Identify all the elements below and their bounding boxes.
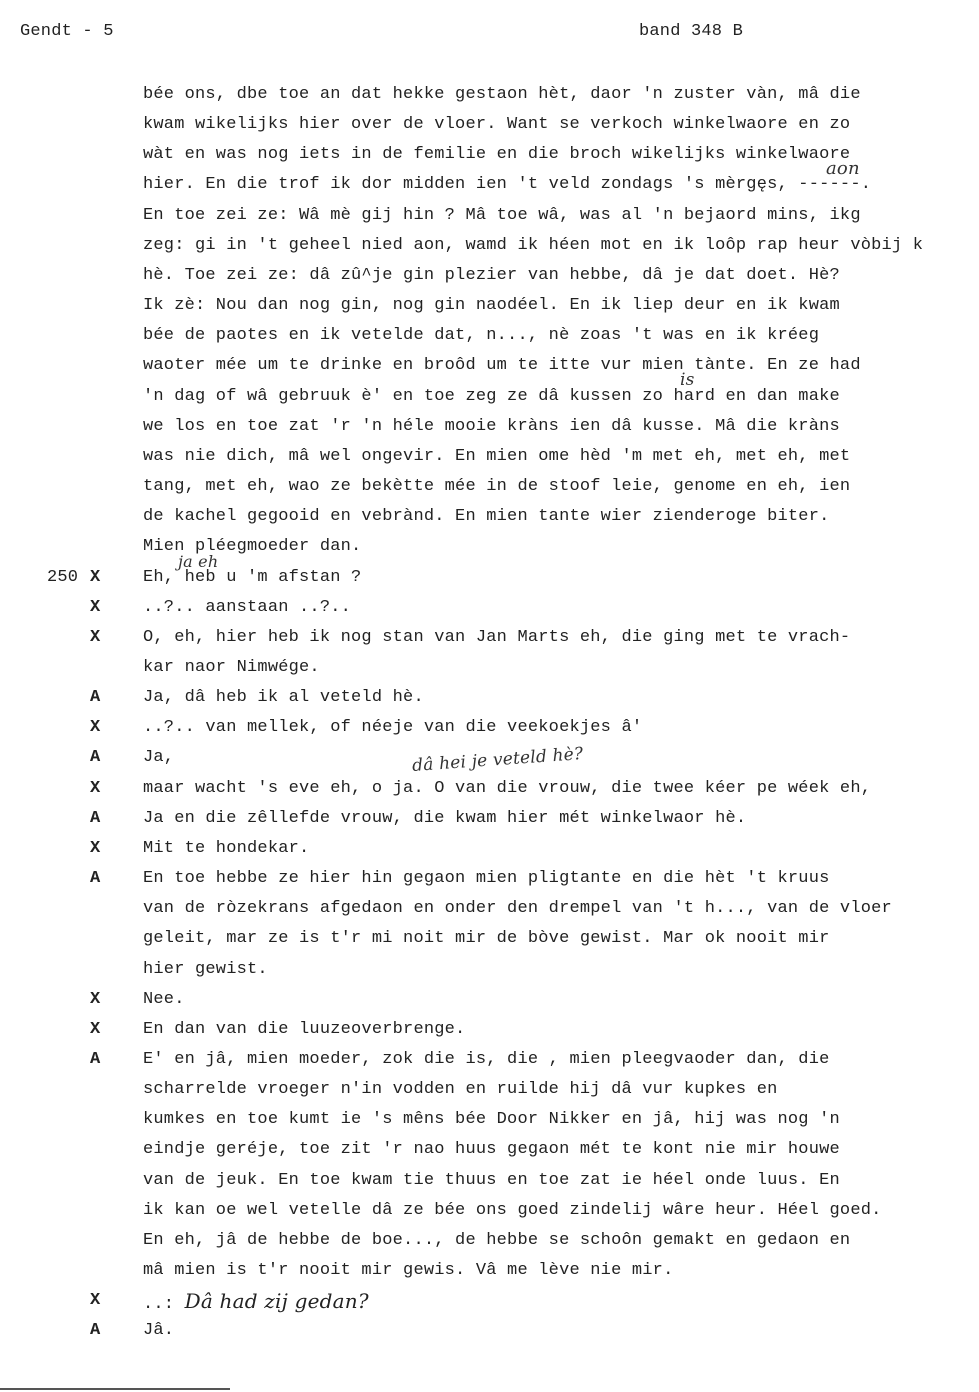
line-text bbox=[143, 1045, 830, 1075]
typed-text: En toe zei ze: Wâ mè gij hin ? Mâ toe wâ, was al 'n bejaord mins, ikg bbox=[143, 205, 861, 225]
transcript-line bbox=[0, 1316, 979, 1346]
transcript-line bbox=[0, 472, 979, 502]
transcript-line bbox=[0, 1166, 979, 1196]
line-text bbox=[143, 864, 830, 894]
typed-text: En toe hebbe ze hier hin gegaon mien pligtante en die hèt 't kruus bbox=[143, 869, 830, 889]
line-text bbox=[143, 804, 746, 834]
typed-text: geleit, mar ze is t'r mi noit mir de bòve gewist. Mar ok nooit mir bbox=[143, 929, 830, 949]
transcript-line bbox=[0, 532, 979, 562]
line-text bbox=[143, 924, 830, 954]
typed-text: ik kan oe wel vetelle dâ ze bée ons goed zindelij wâre heur. Héel goed. bbox=[143, 1200, 882, 1220]
line-text bbox=[143, 1135, 840, 1165]
transcript-line bbox=[0, 382, 979, 412]
typed-text: bée de paotes en ik vetelde dat, n..., nè zoas 't was en ik kréeg bbox=[143, 326, 820, 346]
typed-text: kar naor Nimwége. bbox=[143, 657, 320, 677]
transcript-line bbox=[0, 1135, 979, 1165]
typed-text: ..: bbox=[143, 1295, 185, 1315]
handwritten-annotation: ja eh bbox=[178, 552, 219, 571]
typed-text: Mit te hondekar. bbox=[143, 838, 310, 858]
transcript-line bbox=[0, 623, 979, 653]
speaker-label: A bbox=[90, 748, 101, 768]
typed-text: ..?.. aanstaan ..?.. bbox=[143, 597, 352, 617]
line-text bbox=[143, 412, 840, 442]
line-text bbox=[143, 1226, 850, 1256]
line-text bbox=[143, 834, 309, 864]
speaker-label: A bbox=[90, 1321, 101, 1341]
transcript-line bbox=[0, 804, 979, 834]
line-text bbox=[143, 291, 840, 321]
transcript-line bbox=[0, 261, 979, 291]
transcript-line bbox=[0, 894, 979, 924]
page-header-left: Gendt - 5 bbox=[20, 22, 114, 41]
transcript-line bbox=[0, 1075, 979, 1105]
line-text bbox=[143, 502, 830, 532]
line-text bbox=[143, 201, 861, 231]
typed-text: Ja, bbox=[143, 748, 175, 768]
line-number: 250 bbox=[47, 567, 79, 587]
line-text bbox=[143, 1105, 840, 1135]
typed-text: mâ mien is t'r nooit mir gewis. Vâ me lève nie mir. bbox=[143, 1261, 674, 1281]
typed-text: Ja en die zêllefde vrouw, die kwam hier mét winkelwaor hè. bbox=[143, 808, 747, 828]
line-text bbox=[143, 1256, 674, 1286]
typed-text: Ja, dâ heb ik al veteld hè. bbox=[143, 688, 424, 708]
page-header-right: band 348 B bbox=[639, 22, 744, 41]
transcript-line bbox=[0, 231, 979, 261]
line-text bbox=[143, 1316, 174, 1346]
line-text bbox=[143, 351, 861, 381]
typed-text: Mien pléegmoeder dan. bbox=[143, 537, 362, 557]
handwritten-annotation: dâ hei je veteld hè? bbox=[411, 744, 584, 776]
typed-text: Jâ. bbox=[143, 1321, 175, 1341]
typed-text: Eh, heb u 'm afstan ? bbox=[143, 567, 362, 587]
speaker-label: X bbox=[90, 718, 101, 738]
transcript-line bbox=[0, 1196, 979, 1226]
typed-text: En eh, jâ de hebbe de boe..., de hebbe se schoôn gemakt en gedaon en bbox=[143, 1230, 851, 1250]
transcript-line bbox=[0, 442, 979, 472]
typed-text: kwam wikelijks hier over de vloer. Want se verkoch winkelwaore en zo bbox=[143, 115, 851, 135]
typed-text: ..?.. van mellek, of néeje van die veekoekjes â' bbox=[143, 718, 643, 738]
line-text bbox=[143, 170, 871, 200]
typed-text: maar wacht 's eve eh, o ja. O van die vrouw, die twee kéer pe wéek eh, bbox=[143, 778, 872, 798]
line-text bbox=[143, 743, 174, 773]
line-text bbox=[143, 532, 361, 562]
speaker-label: A bbox=[90, 1050, 101, 1069]
transcript-line bbox=[0, 653, 979, 683]
handwritten-text: Dâ had zij gedan? bbox=[184, 1289, 369, 1314]
speaker-label: X bbox=[90, 838, 101, 858]
transcript-line bbox=[0, 502, 979, 532]
typed-text: O, eh, hier heb ik nog stan van Jan Marts eh, die ging met te vrach- bbox=[143, 627, 851, 647]
line-text bbox=[143, 1166, 840, 1196]
speaker-label: X bbox=[90, 597, 101, 617]
speaker-label: X bbox=[90, 567, 101, 587]
transcript-line bbox=[0, 412, 979, 442]
typed-text: waoter mée um te drinke en broôd um te itte vur mien tànte. En ze had bbox=[143, 356, 861, 376]
line-text bbox=[143, 623, 850, 653]
transcript bbox=[0, 80, 979, 1347]
line-text bbox=[143, 683, 424, 713]
line-text bbox=[143, 110, 850, 140]
line-text bbox=[143, 653, 320, 683]
transcript-line bbox=[0, 683, 979, 713]
speaker-label: X bbox=[90, 1291, 101, 1311]
line-text bbox=[143, 774, 871, 804]
line-text bbox=[143, 261, 840, 291]
line-text bbox=[143, 1286, 369, 1320]
line-text bbox=[143, 563, 361, 593]
typed-text: hè. Toe zei ze: dâ zû^je gin plezier van hebbe, dâ je dat doet. Hè? bbox=[143, 265, 840, 285]
typed-text: de kachel gegooid en vebrànd. En mien tante wier zienderoge biter. bbox=[143, 507, 830, 527]
transcript-line bbox=[0, 201, 979, 231]
line-text bbox=[143, 321, 819, 351]
transcript-line bbox=[0, 1256, 979, 1286]
typed-text: eindje geréje, toe zit 'r nao huus gegaon mét te kont nie mir houwe bbox=[143, 1140, 840, 1160]
speaker-label: X bbox=[90, 627, 101, 647]
transcript-line bbox=[0, 593, 979, 623]
handwritten-annotation: aon bbox=[826, 158, 860, 179]
transcript-line bbox=[0, 563, 979, 593]
typed-text: scharrelde vroeger n'in vodden en ruilde hij dâ vur kupkes en bbox=[143, 1080, 778, 1100]
typed-text: 'n dag of wâ gebruuk è' en toe zeg ze dâ kussen zo hard en dan make bbox=[143, 386, 840, 406]
line-text bbox=[143, 713, 642, 743]
speaker-label: A bbox=[90, 688, 101, 708]
transcript-line bbox=[0, 1286, 979, 1316]
transcript-line bbox=[0, 1045, 979, 1075]
typed-text: we los en toe zat 'r 'n héle mooie kràns ien dâ kusse. Mâ die kràns bbox=[143, 416, 840, 436]
transcript-line bbox=[0, 110, 979, 140]
transcript-line bbox=[0, 834, 979, 864]
transcript-line bbox=[0, 713, 979, 743]
speaker-label: A bbox=[90, 869, 101, 889]
typed-text: hier gewist. bbox=[143, 959, 268, 979]
speaker-label: X bbox=[90, 1019, 101, 1039]
transcript-line bbox=[0, 1015, 979, 1045]
transcript-line bbox=[0, 1105, 979, 1135]
handwritten-annotation: is bbox=[680, 370, 695, 390]
typed-text: hier. En die trof ik dor midden ien 't veld zondags 's mèrgęs, ------. bbox=[143, 175, 872, 195]
transcript-line bbox=[0, 864, 979, 894]
transcript-line bbox=[0, 351, 979, 381]
transcript-line bbox=[0, 955, 979, 985]
transcript-line bbox=[0, 924, 979, 954]
transcript-line bbox=[0, 1226, 979, 1256]
transcript-line bbox=[0, 80, 979, 110]
typed-text: was nie dich, mâ wel ongevir. En mien ome hèd 'm met eh, met eh, met bbox=[143, 446, 851, 466]
typed-text: En dan van die luuzeoverbrenge. bbox=[143, 1019, 466, 1039]
typed-text: kumkes en toe kumt ie 's mêns bée Door Nikker en jâ, hij was nog 'n bbox=[143, 1110, 840, 1130]
transcript-line bbox=[0, 774, 979, 804]
typed-text: wàt en was nog iets in de femilie en die broch wikelijks winkelwaore bbox=[143, 145, 851, 165]
transcript-line bbox=[0, 291, 979, 321]
line-text bbox=[143, 140, 850, 170]
speaker-label: X bbox=[90, 989, 101, 1009]
line-text bbox=[143, 955, 268, 985]
line-text bbox=[143, 472, 850, 502]
line-text bbox=[143, 894, 892, 924]
line-text bbox=[143, 593, 351, 623]
line-text bbox=[143, 382, 840, 412]
line-text bbox=[143, 442, 850, 472]
transcript-line bbox=[0, 985, 979, 1015]
line-text bbox=[143, 231, 923, 261]
line-text bbox=[143, 985, 185, 1015]
typed-text: E' en jâ, mien moeder, zok die is, die , mien pleegvaoder dan, die bbox=[143, 1050, 830, 1069]
footer-rule bbox=[0, 1388, 230, 1390]
typed-text: tang, met eh, wao ze bekètte mée in de stoof leie, genome en eh, ien bbox=[143, 477, 851, 497]
line-text bbox=[143, 1015, 465, 1045]
typed-text: van de jeuk. En toe kwam tie thuus en toe zat ie héel onde luus. En bbox=[143, 1170, 840, 1190]
line-text bbox=[143, 1196, 882, 1226]
typed-text: van de ròzekrans afgedaon en onder den drempel van 't h..., van de vloer bbox=[143, 899, 892, 919]
speaker-label: X bbox=[90, 778, 101, 798]
speaker-label: A bbox=[90, 808, 101, 828]
transcript-line bbox=[0, 321, 979, 351]
line-text bbox=[143, 80, 861, 110]
typed-text: bée ons, dbe toe an dat hekke gestaon hèt, daor 'n zuster vàn, mâ die bbox=[143, 85, 861, 104]
typed-text: Nee. bbox=[143, 989, 185, 1009]
typed-text: zeg: gi in 't geheel nied aon, wamd ik héen mot en ik loôp rap heur vòbij k bbox=[143, 235, 924, 255]
line-text bbox=[143, 1075, 778, 1105]
typed-text: Ik zè: Nou dan nog gin, nog gin naodéel. En ik liep deur en ik kwam bbox=[143, 296, 840, 316]
